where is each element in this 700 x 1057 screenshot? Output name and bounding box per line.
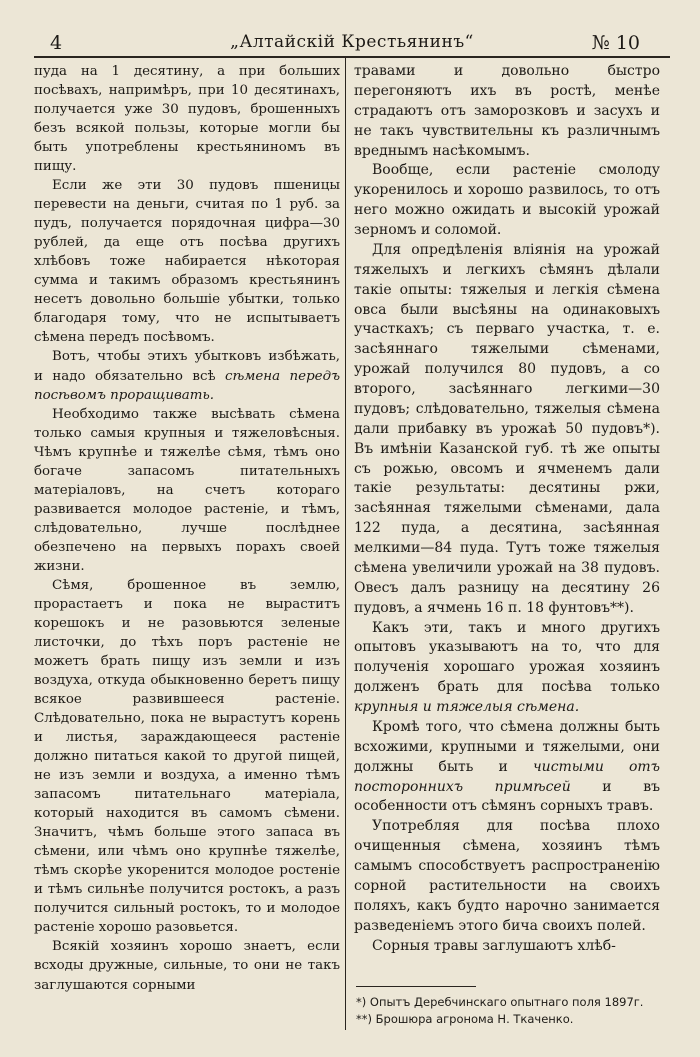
- page-number: 4: [50, 32, 63, 54]
- footnote: **) Брошюра агронома Н. Ткаченко.: [356, 1012, 574, 1026]
- paragraph: Какъ эти, такъ и много другихъ опытовъ указываютъ на то, что для полученія хорошаго урожая хозяинъ долженъ брать для посѣва только крупныя и тяжелыя сѣмена.: [354, 619, 660, 715]
- paragraph: Употребляя для посѣва плохо очищенныя сѣмена, хозяинъ тѣмъ самымъ способствуетъ распространенію сорной растительности на своихъ поляхъ, какъ будто нарочно занимается разведеніемъ этого бича своихъ полей.: [354, 818, 660, 934]
- paragraph: Всякій хозяинъ хорошо знаетъ, если всходы дружные, сильные, то они не такъ заглушаются сорными: [34, 939, 340, 993]
- footnote-rule: [356, 986, 476, 987]
- paragraph: Сѣмя, брошенное въ землю, прорастаетъ и пока не выраститъ корешокъ и не разовьются зеленые листочки, до тѣхъ поръ растеніе не можетъ брать пищу изъ земли и изъ воздуха, откуда обыкновенно беретъ пищу всякое развившееся растеніе. Слѣдовательно, пока не вырастутъ корень и листья, зараждающееся растеніе должно питаться какой то другой пищей, не изъ земли и воздуха, а именно тѣмъ запасомъ питательнаго матеріала, который находится въ самомъ сѣмени. Значитъ, чѣмъ больше этого запаса въ сѣмени, или чѣмъ оно крупнѣе тяжелѣе, тѣмъ скорѣе укоренится молодое ростеніе и тѣмъ сильнѣе получится ростокъ, а разъ получится сильный ростокъ, то и молодое растеніе хорошо разовьется.: [34, 577, 340, 936]
- paragraph: Необходимо также высѣвать сѣмена только самыя крупныя и тяжеловѣсныя. Чѣмъ крупнѣе и тяжелѣе сѣмя, тѣмъ оно богаче запасомъ питательныхъ матеріаловъ, на счетъ котораго развивается молодое растеніе, и тѣмъ, слѣдовательно, лучше послѣднее обезпечено на первыхъ порахъ своей жизни.: [34, 406, 340, 574]
- paragraph: пуда на 1 десятину, а при больших посѣвахъ, напримѣръ, при 10 десятинахъ, получается уже 30 пудовъ, брошенныхъ безъ всякой пользы, которые могли бы быть употреблены крестьяниномъ въ пищу.: [34, 64, 340, 175]
- paragraph: Сорныя травы заглушаютъ хлѣб-: [372, 937, 616, 954]
- paragraph: Для опредѣленія вліянія на урожай тяжелыхъ и легкихъ сѣмянъ дѣлали такіе опыты: тяжелыя и легкія сѣмена овса были высѣяны на одинаковыхъ участкахъ; съ перваго участка, т. е. засѣяннаго тяжелыми сѣменами, урожай получился 80 пудовъ, а со второго, засѣяннаго легкими—30 пудовъ; слѣдовательно, тяжелыя сѣмена дали прибавку въ урожаѣ 50 пудовъ*). Въ имѣніи Казанской губ. тѣ же опыты съ рожью, овсомъ и ячменемъ дали такіе результаты: десятины ржи, засѣянная тяжелыми сѣменами, дала 122 пуда, а десятина, засѣянная мелкими—84 пуда. Тутъ тоже тяжелыя сѣмена увеличили урожай на 38 пудовъ. Овесъ далъ разницу на десятину 26 пудовъ, а ячмень 16 п. 18 фунтовъ**).: [354, 241, 660, 616]
- newspaper-title: „Алтайскій Крестьянинъ“: [230, 32, 474, 52]
- footnote: *) Опытъ Деребчинскаго опытнаго поля 1897г.: [356, 995, 644, 1009]
- paragraph: Вотъ, чтобы этихъ убытковъ избѣжать, и надо обязательно всѣ сѣмена передъ посѣвомъ проращивать.: [34, 349, 341, 403]
- page-header: [34, 30, 670, 58]
- issue-number: № 10: [591, 32, 640, 54]
- paragraph: травами и довольно быстро перегоняютъ ихъ въ ростѣ, менѣе страдаютъ отъ заморозковъ и засухъ и не такъ чувствительны къ различнымъ вреднымъ насѣкомымъ.: [354, 63, 660, 159]
- paragraph: Вообще, если растеніе смолоду укоренилось и хорошо развилось, то отъ него можно ожидать и высокій урожай зерномъ и соломой.: [354, 162, 660, 238]
- paragraph: Кромѣ того, что сѣмена должны быть всхожими, крупными и тяжелыми, они должны быть и чистыми отъ постороннихъ примѣсей и въ особенности отъ сѣмянъ сорныхъ травъ.: [354, 718, 661, 815]
- footnotes: [356, 994, 662, 1028]
- left-column: [34, 62, 340, 995]
- paragraph: Если же эти 30 пудовъ пшеницы перевести на деньги, считая по 1 руб. за пудъ, получается порядочная цифра—30 рублей, да еще отъ посѣва другихъ хлѣбовъ тоже набирается нѣкоторая сумма и такимъ образомъ крестьянинъ несетъ довольно большіе убытки, только благодаря тому, что не испытываетъ сѣмена передъ посѣвомъ.: [34, 178, 340, 346]
- right-column: [354, 62, 660, 956]
- column-divider: [345, 58, 346, 1030]
